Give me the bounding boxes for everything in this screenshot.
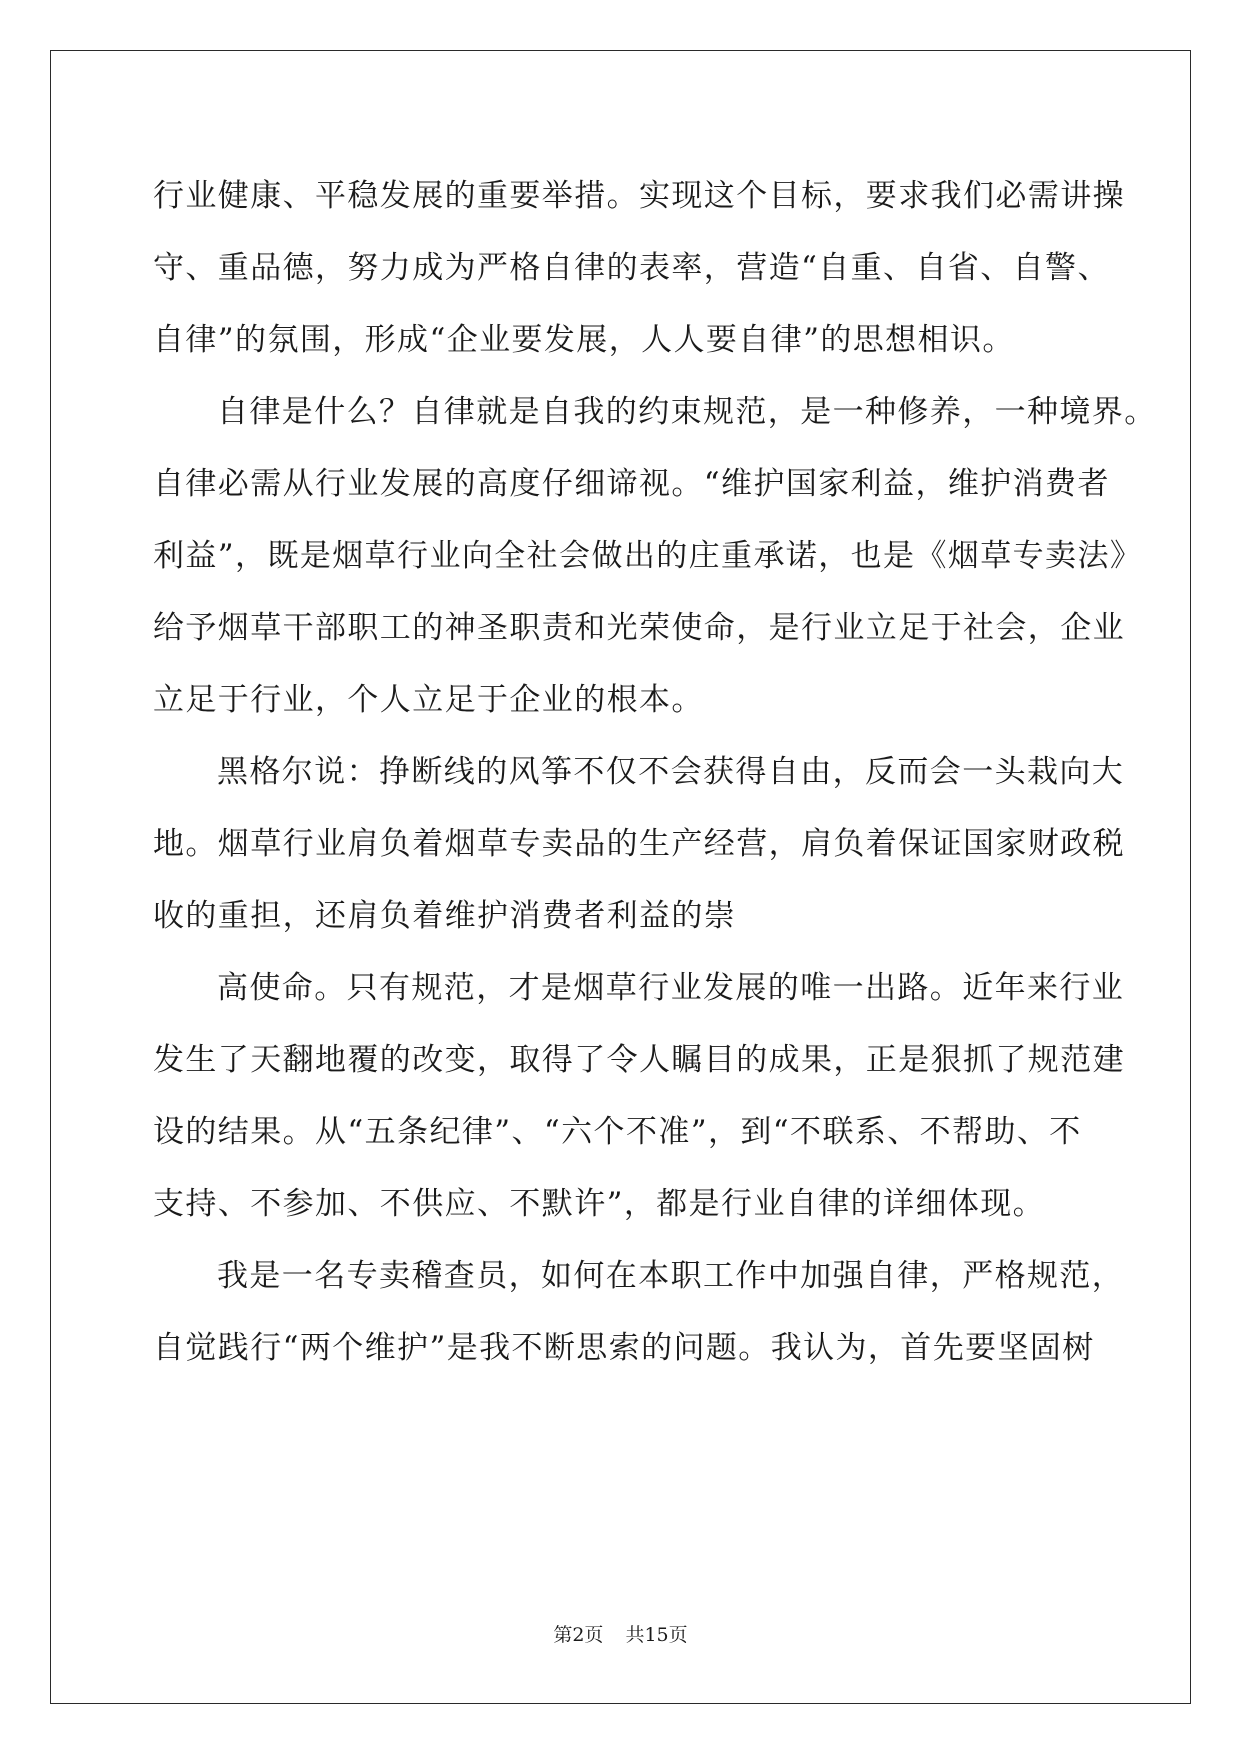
text-line: 收的重担，还肩负着维护消费者利益的崇	[153, 898, 737, 934]
paragraph-start-line: 我是一名专卖稽查员，如何在本职工作中加强自律，严格规范，	[217, 1258, 1125, 1294]
text-line: 自律必需从行业发展的高度仔细谛视。“维护国家利益，维护消费者	[153, 466, 1110, 502]
text-line: 自觉践行“两个维护”是我不断思索的问题。我认为，首先要坚固树	[153, 1330, 1095, 1366]
total-pages: 共15页	[625, 1624, 688, 1646]
paragraph-start-line: 自律是什么？自律就是自我的约束规范，是一种修养，一种境界。	[217, 394, 1157, 430]
page-footer	[0, 1620, 1241, 1647]
page-number: 第2页	[553, 1624, 604, 1646]
text-line: 地。烟草行业肩负着烟草专卖品的生产经营，肩负着保证国家财政税	[153, 826, 1125, 862]
text-line: 设的结果。从“五条纪律”、“六个不准”，到“不联系、不帮助、不	[153, 1114, 1082, 1150]
paragraph-start-line: 黑格尔说：挣断线的风筝不仅不会获得自由，反而会一头栽向大	[217, 754, 1125, 790]
text-line: 行业健康、平稳发展的重要举措。实现这个目标，要求我们必需讲操	[153, 178, 1125, 214]
document-body	[153, 160, 1157, 1384]
text-line: 发生了天翻地覆的改变，取得了令人瞩目的成果，正是狠抓了规范建	[153, 1042, 1125, 1078]
paragraph-start-line: 高使命。只有规范，才是烟草行业发展的唯一出路。近年来行业	[217, 970, 1125, 1006]
text-line: 自律”的氛围，形成“企业要发展，人人要自律”的思想相识。	[153, 322, 1015, 358]
text-line: 给予烟草干部职工的神圣职责和光荣使命，是行业立足于社会，企业	[153, 610, 1125, 646]
text-line: 守、重品德，努力成为严格自律的表率，营造“自重、自省、自警、	[153, 250, 1110, 286]
text-line: 立足于行业，个人立足于企业的根本。	[153, 682, 704, 718]
text-line: 支持、不参加、不供应、不默许”，都是行业自律的详细体现。	[153, 1186, 1046, 1222]
text-line: 利益”，既是烟草行业向全社会做出的庄重承诺，也是《烟草专卖法》	[153, 538, 1143, 574]
